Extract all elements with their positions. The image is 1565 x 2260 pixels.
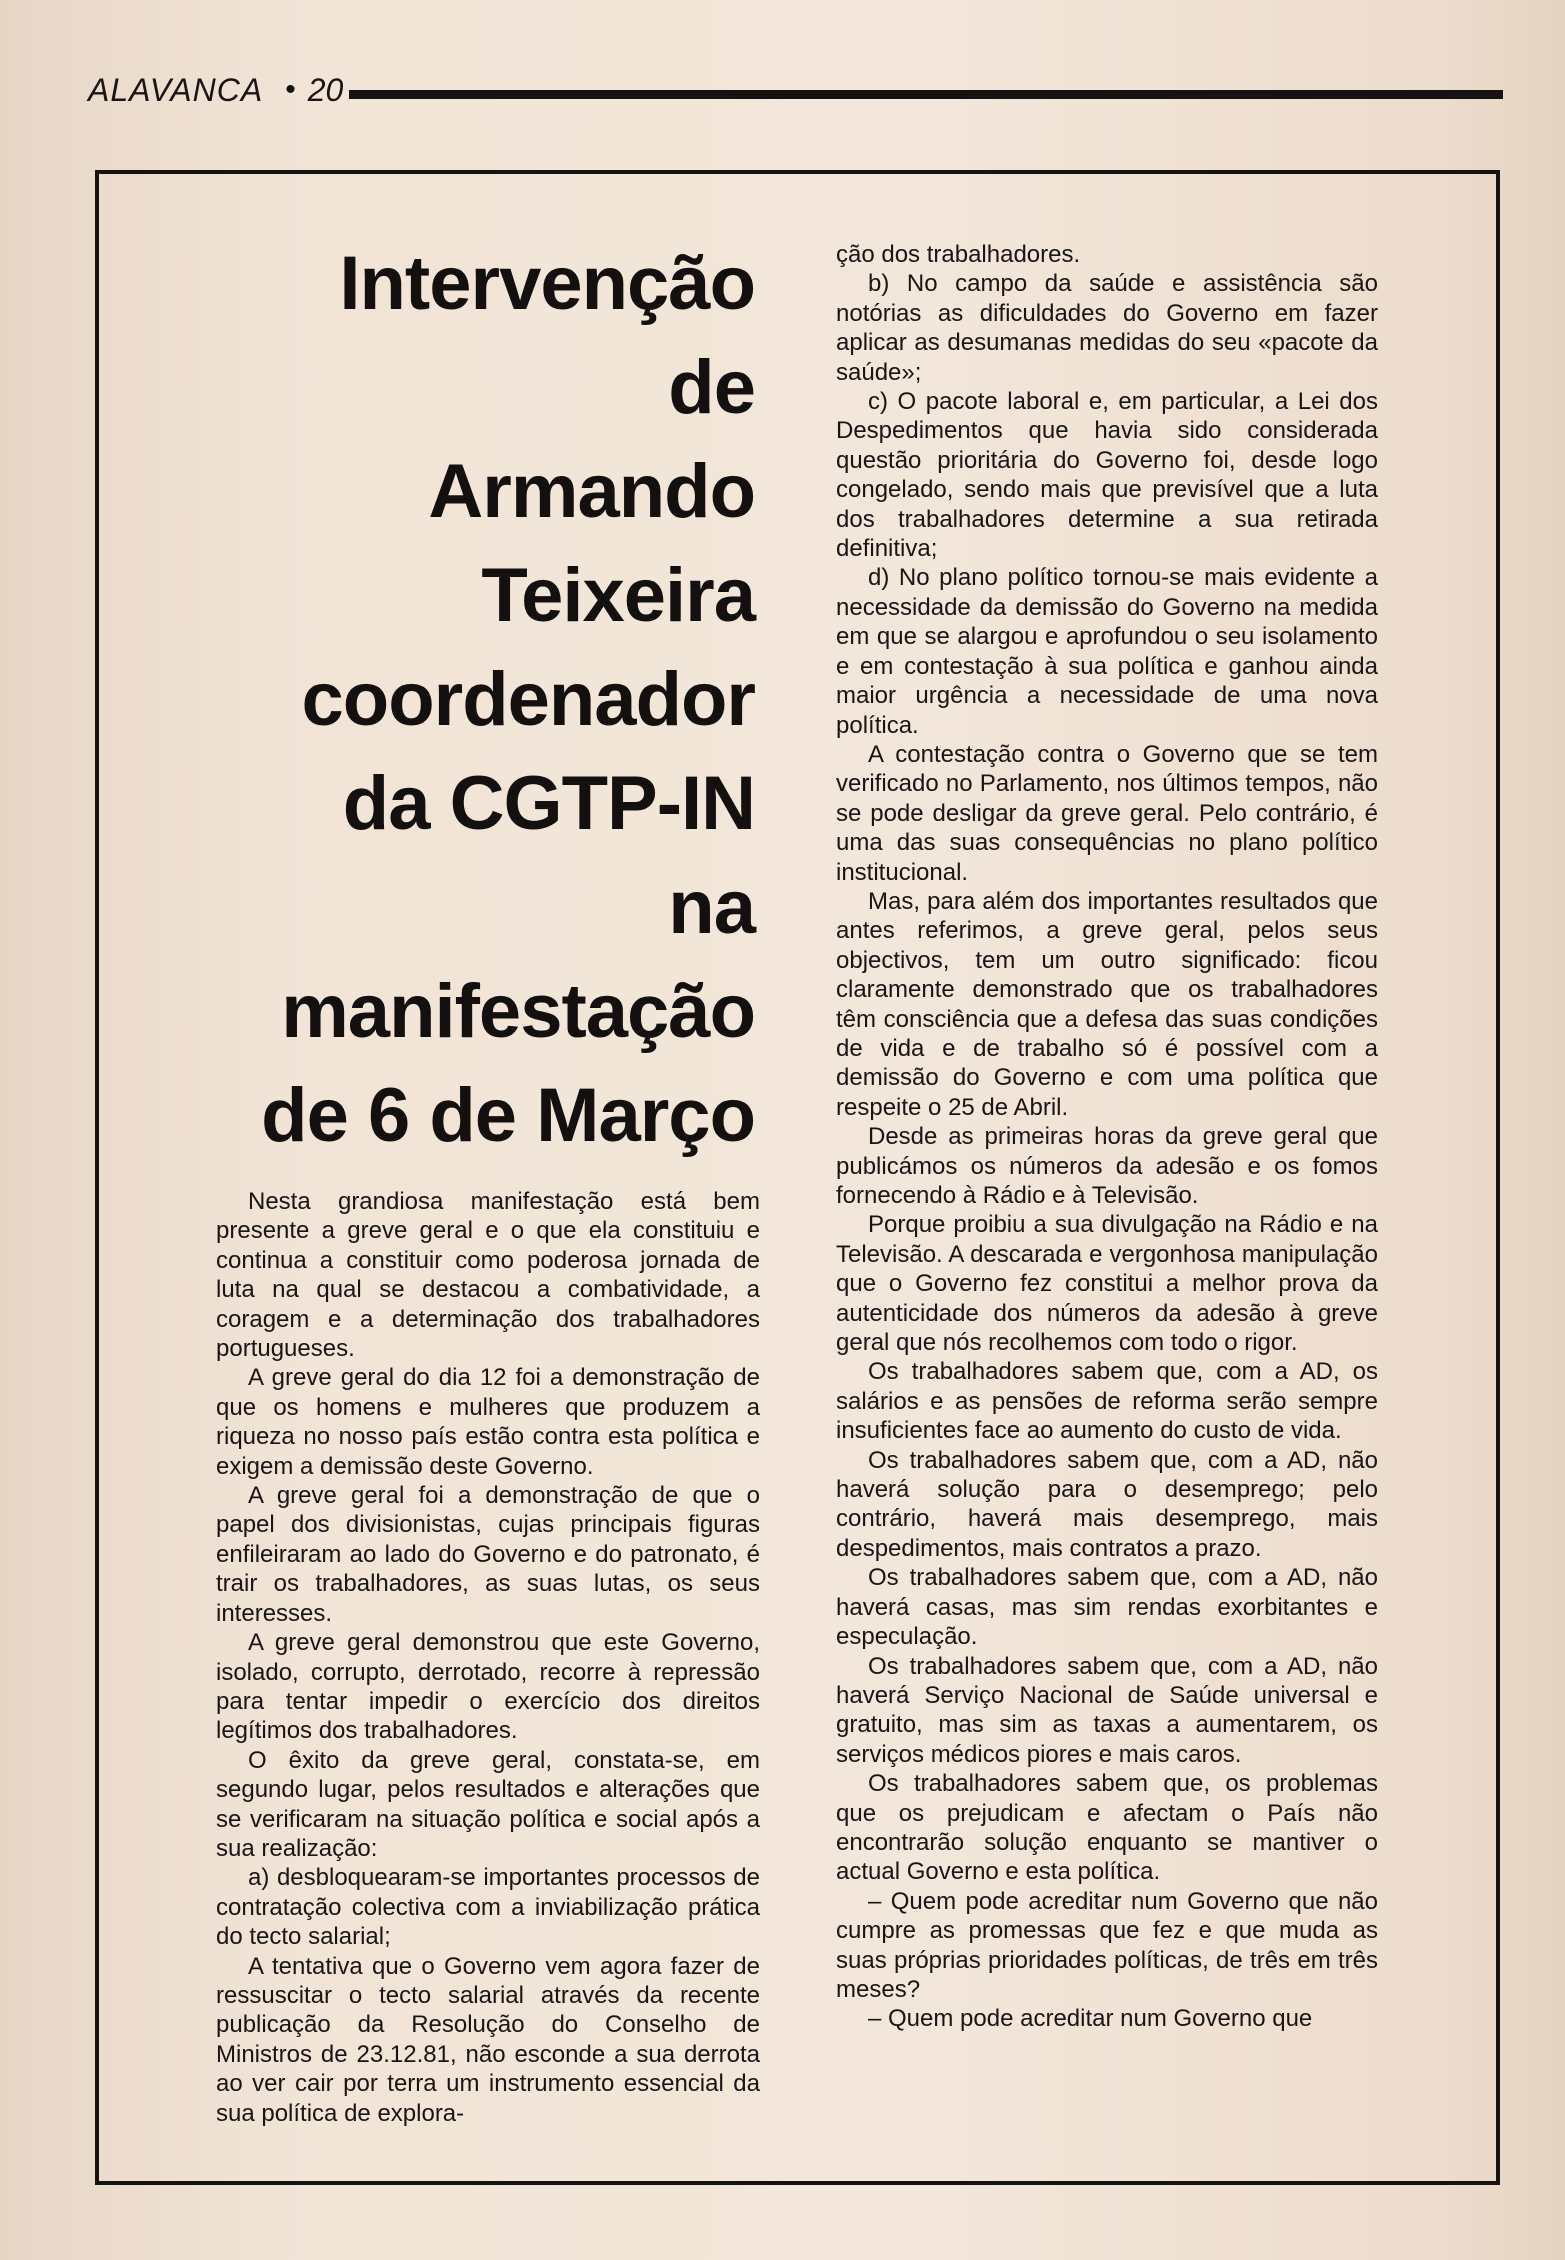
headline-line: na [668, 865, 755, 950]
paragraph: Desde as primeiras horas da greve geral que publicámos os números da adesão e os fomos fornecendo à Rádio e à Televisão. [836, 1123, 1378, 1209]
paragraph: c) O pacote laboral e, em particular, a Lei dos Despedimentos que havia sido considerada questão prioritária do Governo foi, desde logo congelado, sendo mais que previsível que a luta dos trabalhadores determine a sua retirada definitiva; [836, 388, 1378, 563]
page-number: 20 [307, 71, 344, 108]
paragraph: A greve geral do dia 12 foi a demonstração de que os homens e mulheres que produzem a riqueza no nosso país estão contra esta política e exigem a demissão deste Governo. [216, 1364, 760, 1480]
paragraph: Os trabalhadores sabem que, com a AD, não haverá casas, mas sim rendas exorbitantes e especulação. [836, 1564, 1378, 1651]
paragraph: O êxito da greve geral, constata-se, em segundo lugar, pelos resultados e alterações que se verificaram na situação política e social após a sua realização: [216, 1746, 760, 1862]
paragraph: A tentativa que o Governo vem agora fazer de ressuscitar o tecto salarial através da recente publicação da Resolução do Conselho de Ministros de 23.12.81, não esconde a sua derrota ao ver cair por terra um instrumento essencial da sua política de explora- [216, 1952, 760, 2127]
paragraph: Mas, para além dos importantes resultados que antes referimos, a greve geral, pelos seus objectivos, tem um outro significado: ficou claramente demonstrado que os trabalhadores têm consciência que a defesa das suas condições de vida e de trabalho só é possível com a demissão do Governo e com uma política que respeite o 25 de Abril. [836, 887, 1378, 1121]
header-bullet: • [285, 73, 296, 106]
paragraph: a) desbloquearam-se importantes processos de contratação colectiva com a inviabilização prática do tecto salarial; [216, 1864, 760, 1951]
headline-line: de 6 de Março [261, 1073, 755, 1158]
paragraph: Os trabalhadores sabem que, os problemas que os prejudicam e afectam o País não encontrarão solução enquanto se mantiver o actual Governo e esta política. [836, 1770, 1378, 1886]
paragraph: Nesta grandiosa manifestação está bem presente a greve geral e o que ela constituiu e continua a constituir como poderosa jornada de luta na qual se destacou a combatividade, a coragem e a determinação dos trabalhadores portugueses. [216, 1188, 760, 1363]
right-text-column [836, 240, 1378, 2034]
headline-line: Intervenção [339, 241, 755, 326]
headline-line: coordenador [301, 657, 755, 742]
paragraph: b) No campo da saúde e assistência são notórias as dificuldades do Governo em fazer aplicar as desumanas medidas do seu «pacote da saúde»; [836, 270, 1378, 386]
left-text-column [216, 1187, 760, 2128]
headline-line: de [668, 345, 755, 430]
paragraph: Os trabalhadores sabem que, com a AD, não haverá solução para o desemprego; pelo contrário, haverá mais desemprego, mais despedimentos, mais contratos a prazo. [836, 1446, 1378, 1562]
headline-line: Armando [428, 449, 755, 534]
paragraph: Os trabalhadores sabem que, com a AD, os salários e as pensões de reforma serão sempre insuficientes face ao aumento do custo de vida. [836, 1358, 1378, 1445]
paragraph: Os trabalhadores sabem que, com a AD, não haverá Serviço Nacional de Saúde universal e gratuito, mas sim as taxas a aumentarem, os serviços médicos piores e mais caros. [836, 1652, 1378, 1768]
header-rule [349, 90, 1503, 99]
paragraph: A greve geral foi a demonstração de que o papel dos divisionistas, cujas principais figuras enfileiraram ao lado do Governo e do patronato, é trair os trabalhadores, as suas lutas, os seus interesses. [216, 1482, 760, 1627]
paragraph: Porque proibiu a sua divulgação na Rádio e na Televisão. A descarada e vergonhosa manipulação que o Governo fez constitui a melhor prova da autenticidade dos números da adesão à greve geral que nós recolhemos com todo o rigor. [836, 1211, 1378, 1357]
page-header [88, 70, 1503, 110]
headline-line: da CGTP-IN [342, 761, 755, 846]
paragraph: – Quem pode acreditar num Governo que não cumpre as promessas que fez e que muda as suas próprias prioridades políticas, de três em três meses? [836, 1887, 1378, 2003]
paragraph-continuation: ção dos trabalhadores. [836, 241, 1081, 268]
paragraph: A contestação contra o Governo que se tem verificado no Parlamento, nos últimos tempos, não se pode desligar da greve geral. Pelo contrário, é uma das suas consequências no plano político institucional. [836, 740, 1378, 886]
paragraph: A greve geral demonstrou que este Governo, isolado, corrupto, derrotado, recorre à repressão para tentar impedir o exercício dos direitos legítimos dos trabalhadores. [216, 1629, 760, 1745]
headline-line: manifestação [281, 969, 755, 1054]
paragraph: d) No plano político tornou-se mais evidente a necessidade da demissão do Governo na medida em que se alargou e aprofundou o seu isolamento e em contestação à sua política e ganhou ainda maior urgência a necessidade de uma nova política. [836, 564, 1378, 739]
article-headline [170, 232, 755, 1168]
headline-line: Teixeira [481, 553, 755, 638]
paragraph: – Quem pode acreditar num Governo que [868, 2005, 1313, 2033]
publication-name: ALAVANCA [88, 71, 264, 108]
